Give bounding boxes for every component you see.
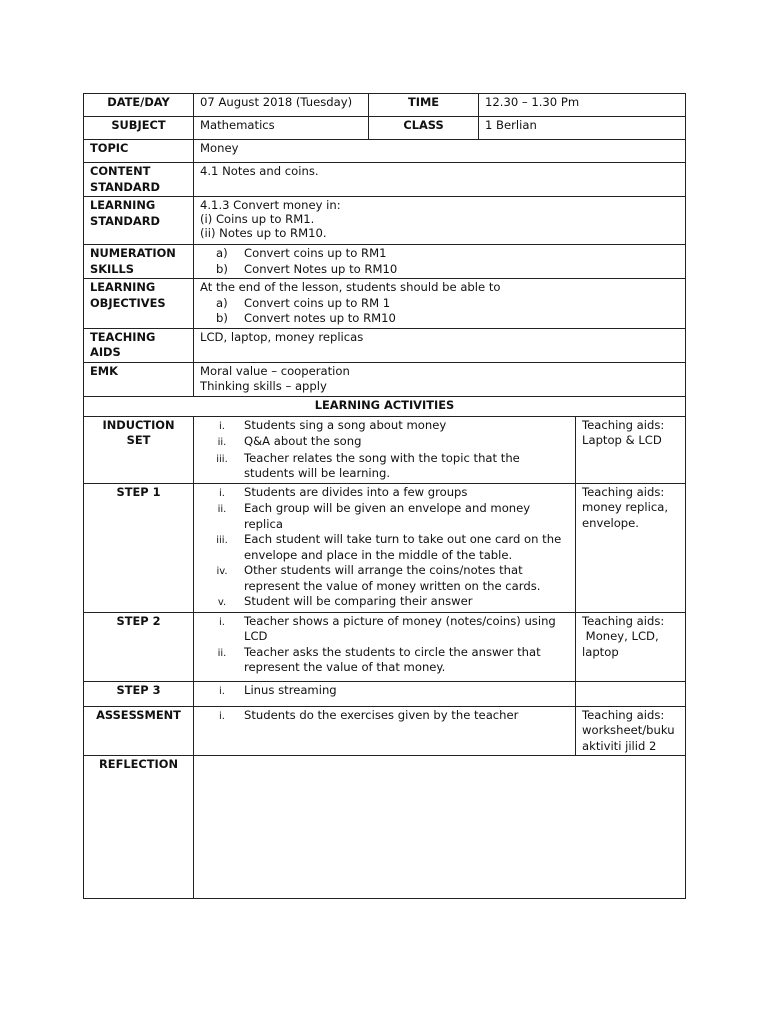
list-item: b) Convert notes up to RM10 [216, 311, 396, 325]
learning-objectives-value: At the end of the lesson, students should be able to a) Convert coins up to RM 1 b) Convert notes up to RM10 [194, 279, 686, 329]
activity-teaching-aids [576, 681, 686, 706]
subject-value: Mathematics [194, 117, 369, 140]
class-value: 1 Berlian [479, 117, 686, 140]
list-item: iii. Teacher relates the song with the topic that the students will be learning. [216, 450, 520, 480]
activity-label: ASSESSMENT [84, 706, 194, 756]
list-item: i. Students are divides into a few groups [219, 484, 468, 499]
topic-value: Money [194, 140, 686, 163]
emk-row [84, 362, 686, 396]
list-item: iii. Each student will take turn to take out one card on the envelope and place in the middle of the table. [216, 532, 562, 562]
content-standard-value: 4.1 Notes and coins. [194, 163, 686, 197]
activity-items [194, 612, 576, 681]
teaching-aids-value: LCD, laptop, money replicas [194, 328, 686, 362]
learning-activities-title: LEARNING ACTIVITIES [84, 396, 686, 416]
learning-objectives-row [84, 279, 686, 329]
lesson-plan-table [83, 93, 686, 899]
learning-objectives-label: LEARNING OBJECTIVES [84, 279, 194, 329]
list-item: ii. Q&A about the song [217, 434, 362, 448]
activity-row-step3 [84, 681, 686, 706]
activity-items [194, 483, 576, 612]
list-item: a) Convert coins up to RM 1 [216, 295, 391, 310]
list-item: i. Students do the exercises given by the teacher [219, 707, 519, 722]
reflection-row [84, 756, 686, 899]
time-value: 12.30 – 1.30 Pm [479, 94, 686, 117]
content-standard-row [84, 163, 686, 197]
activity-label: STEP 3 [84, 681, 194, 706]
numeration-skills-row [84, 245, 686, 279]
list-item: i. Students sing a song about money [219, 417, 447, 432]
emk-label: EMK [84, 362, 194, 396]
learning-standard-value: 4.1.3 Convert money in: (i) Coins up to RM1. (ii) Notes up to RM10. [194, 197, 686, 245]
activity-items [194, 681, 576, 706]
reflection-value [194, 756, 686, 899]
activity-teaching-aids: Teaching aids: money replica, envelope. [576, 483, 686, 612]
content-standard-label: CONTENT STANDARD [84, 163, 194, 197]
emk-value: Moral value – cooperation Thinking skills – apply [194, 362, 686, 396]
date-label: DATE/DAY [84, 94, 194, 117]
time-label: TIME [369, 94, 479, 117]
numeration-skills-label: NUMERATION SKILLS [84, 245, 194, 279]
activity-row-step1 [84, 483, 686, 612]
teaching-aids-label: TEACHING AIDS [84, 328, 194, 362]
activity-teaching-aids: Teaching aids: Money, LCD, laptop [576, 612, 686, 681]
topic-label: TOPIC [84, 140, 194, 163]
activity-teaching-aids: Teaching aids: Laptop & LCD [576, 416, 686, 483]
activity-row-induction [84, 416, 686, 483]
activity-label: INDUCTION SET [84, 416, 194, 483]
activity-items [194, 706, 576, 756]
date-time-row [84, 94, 686, 117]
list-item: i. Linus streaming [219, 682, 337, 697]
numeration-skills-value [194, 245, 686, 279]
activity-teaching-aids: Teaching aids: worksheet/buku aktiviti jilid 2 [576, 706, 686, 756]
date-value: 07 August 2018 (Tuesday) [194, 94, 369, 117]
list-item: a) Convert coins up to RM1 [216, 246, 387, 260]
activity-label: STEP 1 [84, 483, 194, 612]
activity-row-assessment [84, 706, 686, 756]
list-item: ii. Teacher asks the students to circle the answer that represent the value of that money. [217, 644, 541, 674]
reflection-label: REFLECTION [84, 756, 194, 899]
learning-standard-row [84, 197, 686, 245]
list-item: v. Student will be comparing their answer [217, 594, 473, 608]
subject-class-row [84, 117, 686, 140]
learning-activities-header-row [84, 396, 686, 416]
teaching-aids-row [84, 328, 686, 362]
activity-label: STEP 2 [84, 612, 194, 681]
activity-row-step2 [84, 612, 686, 681]
class-label: CLASS [369, 117, 479, 140]
topic-row [84, 140, 686, 163]
list-item: b) Convert Notes up to RM10 [216, 261, 398, 276]
list-item: i. Teacher shows a picture of money (notes/coins) using LCD [219, 613, 556, 643]
subject-label: SUBJECT [84, 117, 194, 140]
list-item: ii. Each group will be given an envelope and money replica [217, 501, 531, 531]
learning-standard-label: LEARNING STANDARD [84, 197, 194, 245]
list-item: iv. Other students will arrange the coins/notes that represent the value of money written on the cards. [216, 563, 541, 593]
activity-items [194, 416, 576, 483]
